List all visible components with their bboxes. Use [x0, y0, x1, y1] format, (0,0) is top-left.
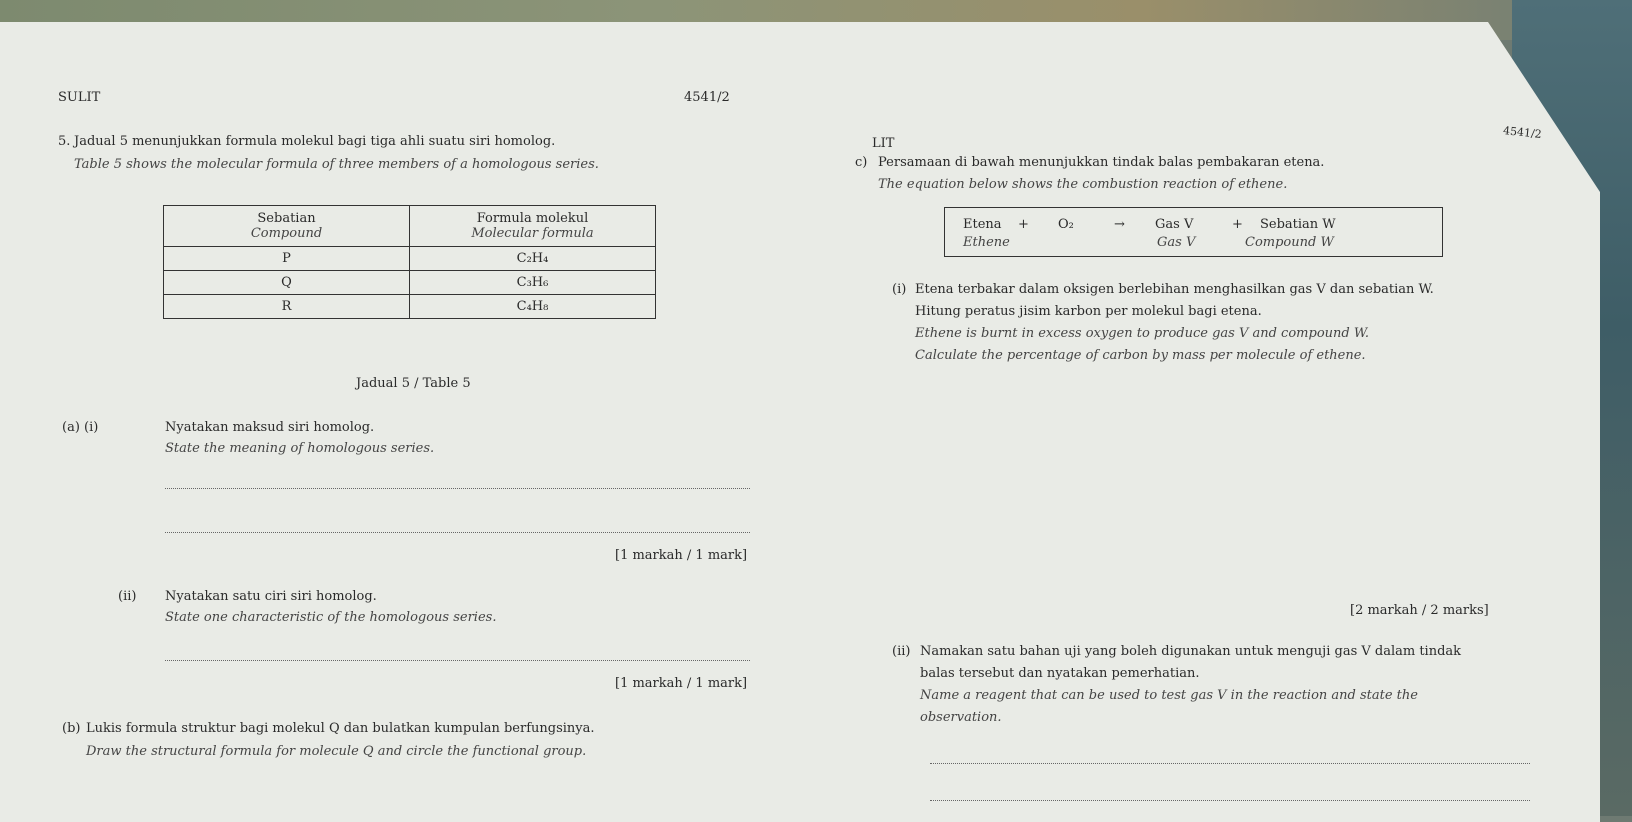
formula-cell: C₃H₆	[410, 271, 656, 295]
compound-cell: Q	[164, 271, 410, 295]
header-formula-malay: Formula molekul	[476, 211, 589, 226]
header-formula	[410, 206, 656, 247]
eq-ethene-malay: Etena	[963, 217, 1002, 232]
a-i-malay: Nyatakan maksud siri homolog.	[165, 420, 375, 435]
c-i-malay-1: Etena terbakar dalam oksigen berlebihan menghasilkan gas V dan sebatian W.	[915, 282, 1434, 297]
header-compound	[164, 206, 410, 247]
c-label: c)	[855, 155, 868, 170]
answer-line[interactable]	[165, 488, 750, 489]
a-ii-label: (ii)	[118, 589, 137, 604]
c-malay: Persamaan di bawah menunjukkan tindak balas pembakaran etena.	[878, 155, 1325, 170]
compound-cell: P	[164, 247, 410, 271]
answer-line[interactable]	[930, 763, 1530, 764]
header-formula-english: Molecular formula	[471, 226, 594, 241]
c-i-label: (i)	[892, 282, 907, 297]
c-i-malay-2: Hitung peratus jisim karbon per molekul bagi etena.	[915, 304, 1262, 319]
q5-intro-english: Table 5 shows the molecular formula of three members of a homologous series.	[74, 157, 599, 172]
eq-compound-w-malay: Sebatian W	[1260, 217, 1336, 232]
question-number: 5.	[58, 134, 71, 149]
q5-intro-malay: Jadual 5 menunjukkan formula molekul bagi tiga ahli suatu siri homolog.	[74, 134, 556, 149]
eq-gas-v-english: Gas V	[1157, 235, 1196, 250]
eq-ethene-english: Ethene	[963, 235, 1010, 250]
eq-gas-v-malay: Gas V	[1155, 217, 1194, 232]
table-row	[164, 271, 656, 295]
c-i-marks: [2 markah / 2 marks]	[1350, 603, 1489, 618]
compound-cell: R	[164, 295, 410, 319]
eq-plus: +	[1232, 217, 1243, 232]
header-compound-english: Compound	[250, 226, 323, 241]
table-row	[164, 247, 656, 271]
a-ii-marks: [1 markah / 1 mark]	[615, 676, 748, 691]
c-ii-english-2: observation.	[920, 710, 1002, 725]
paper-code-right: 4541/2	[1502, 124, 1543, 141]
a-i-label: (a) (i)	[62, 420, 99, 435]
c-english: The equation below shows the combustion reaction of ethene.	[878, 177, 1288, 192]
b-label: (b)	[62, 721, 81, 736]
sulit-label: SULIT	[58, 90, 101, 105]
eq-compound-w-english: Compound W	[1245, 235, 1334, 250]
c-i-english-2: Calculate the percentage of carbon by mass per molecule of ethene.	[915, 348, 1366, 363]
table-5	[163, 205, 656, 319]
header-compound-malay: Sebatian	[257, 211, 316, 226]
table-header-row	[164, 206, 656, 247]
eq-plus: +	[1018, 217, 1029, 232]
b-malay: Lukis formula struktur bagi molekul Q dan bulatkan kumpulan berfungsinya.	[86, 721, 595, 736]
eq-arrow: →	[1114, 217, 1125, 232]
answer-line[interactable]	[165, 532, 750, 533]
c-ii-label: (ii)	[892, 644, 911, 659]
eq-oxygen: O₂	[1058, 217, 1074, 232]
b-english: Draw the structural formula for molecule Q and circle the functional group.	[86, 744, 587, 759]
lit-label: LIT	[872, 136, 895, 151]
paper-code-left: 4541/2	[684, 90, 730, 105]
c-ii-english-1: Name a reagent that can be used to test gas V in the reaction and state the	[920, 688, 1418, 703]
formula-cell: C₂H₄	[410, 247, 656, 271]
a-i-english: State the meaning of homologous series.	[165, 441, 435, 456]
answer-line[interactable]	[930, 800, 1530, 801]
answer-line[interactable]	[165, 660, 750, 661]
a-i-marks: [1 markah / 1 mark]	[615, 548, 748, 563]
a-ii-english: State one characteristic of the homologous series.	[165, 610, 497, 625]
formula-cell: C₄H₈	[410, 295, 656, 319]
table-caption: Jadual 5 / Table 5	[356, 376, 471, 391]
a-ii-malay: Nyatakan satu ciri siri homolog.	[165, 589, 377, 604]
table-row	[164, 295, 656, 319]
c-ii-malay-1: Namakan satu bahan uji yang boleh digunakan untuk menguji gas V dalam tindak	[920, 644, 1462, 659]
c-ii-malay-2: balas tersebut dan nyatakan pemerhatian.	[920, 666, 1200, 681]
c-i-english-1: Ethene is burnt in excess oxygen to produce gas V and compound W.	[915, 326, 1370, 341]
